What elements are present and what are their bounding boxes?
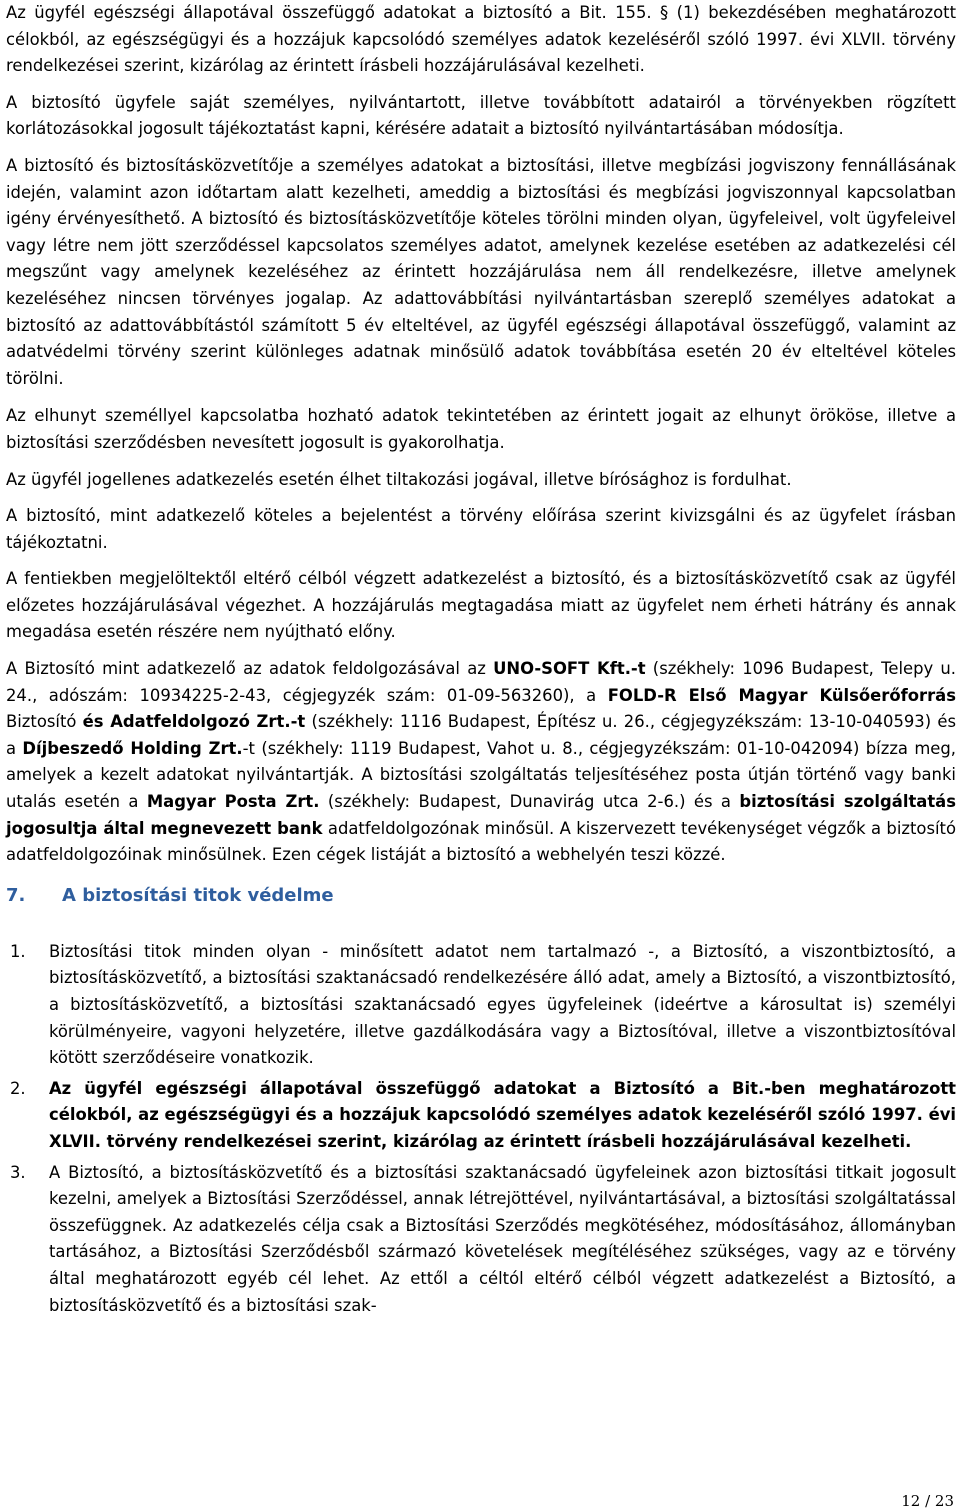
- company-fold-r: FOLD-R Első Magyar Külsőerőforrás: [607, 685, 957, 705]
- paragraph-health-data: Az ügyfél egészségi állapotával összefüggő adatokat a biztosító a Bit. 155. § (1) bekezdésében meghatározott célokból, az egészségügyi és a hozzájuk kapcsolódó személyes adatok kezeléséről szóló 1997. évi XLVII. törvény rendelkezései szerint, kizárólag az érintett írásbeli hozzájárulásával kezelheti.: [6, 3, 956, 76]
- company-dijbeszedo: Díjbeszedő Holding Zrt.: [22, 738, 243, 758]
- list-item-text: A Biztosító, a biztosításközvetítő és a biztosítási szaktanácsadó ügyfeleinek azon biztosítási titkait jogosult kezelni, amelyek a Biztosítási Szerződéssel, annak létrejöttével, nyilvántartásával, a biztosítási szolgáltatással összefüggnek. Az adatkezelés célja csak a Biztosítási Szerződés megkötéséhez, módosításához, állományban tartásához, a Biztosítási Szerződésből származó követelések megítéléséhez szükséges, vagy az e törvény által meghatározott egyéb cél lehet. Az ettől a céltól eltérő célból végzett adatkezelést a Biztosító, a biztosításközvetítő és a biztosítási szak-: [49, 1162, 956, 1315]
- paragraph-client-rights: A biztosító ügyfele saját személyes, nyilvántartott, illetve továbbított adatairól a törvényekben rögzített korlátozásokkal jogosult tájékoztatást kapni, kérésére adatait a biztosító nyilvántartásában módosítja.: [6, 92, 956, 139]
- paragraph-consent: A fentiekben megjelöltektől eltérő célból végzett adatkezelést a biztosító, és a biztosításközvetítő csak az ügyfél előzetes hozzájárulásával végezhet. A hozzájárulás megtagadása miatt az ügyfelet nem érheti hátrány és annak megadása esetén részére nem nyújtható előny.: [6, 569, 956, 642]
- list-item: [6, 939, 956, 1072]
- section-number: 7.: [6, 884, 26, 906]
- text-run: adatfeldolgozónak minősül. A kiszervezett tevékenységet végzők a biztosító adatfeldolgozóinak minősülnek. Ezen cégek listáját a biztosító a webhelyén teszi közzé.: [6, 818, 956, 865]
- paragraph-retention: A biztosító és biztosításközvetítője a személyes adatokat a biztosítási, illetve megbízási jogviszony fennállásának idején, valamint azon időtartam alatt kezelheti, ameddig a biztosítási és megbízási jogviszonnyal kapcsolatban igény érvényesíthető. A biztosító és biztosításközvetítője köteles törölni minden olyan, ügyfeleivel, volt ügyfeleivel vagy létre nem jött szerződéssel kapcsolatos személyes adatot, amelynek kezelése esetében az adatkezelési cél megszűnt vagy amelynek kezeléséhez az érintett hozzájárulása nem áll rendelkezésre, illetve amelynek kezeléséhez nincsen törvényes jogalap. Az adattovábbítási nyilvántartásban szereplő személyes adatokat a biztosító az adattovábbítástól számított 5 év elteltével, az ügyfél egészségi állapotával összefüggő, valamint az adatvédelmi törvény szerint különleges adatnak minősülő adatok továbbítása esetén 20 év elteltével köteles törölni.: [6, 155, 956, 388]
- paragraph-investigation: A biztosító, mint adatkezelő köteles a bejelentést a törvény előírása szerint kivizsgálni és az ügyfelet írásban tájékoztatni.: [6, 506, 956, 552]
- secrecy-list: [6, 939, 956, 1319]
- list-item: [6, 1076, 956, 1156]
- list-item-text: Biztosítási titok minden olyan - minősített adatot nem tartalmazó -, a Biztosító, a viszontbiztosító, a biztosításközvetítő, a biztosítási szaktanácsadó rendelkezésére álló adat, amely a Biztosító, a viszontbiztosító, a biztosításközvetítő, a biztosítási szaktanácsadó egyes ügyfeleinek (ideértve a károsultat is) személyi körülményeire, vagyoni helyzetére, illetve gazdálkodására vagy a Biztosítóval, illetve a viszontbiztosítóval kötött szerződéseire vonatkozik.: [49, 941, 956, 1068]
- paragraph-deceased: Az elhunyt személlyel kapcsolatba hozható adatok tekintetében az érintett jogait az elhunyt örököse, illetve a biztosítási szerződésben nevesített jogosult is gyakorolhatja.: [6, 406, 956, 452]
- list-item-number: 2.: [10, 1078, 26, 1098]
- list-item-number: 3.: [10, 1162, 26, 1182]
- company-uno-soft: UNO-SOFT Kft.-t: [493, 659, 646, 679]
- paragraph-objection: Az ügyfél jogellenes adatkezelés esetén élhet tiltakozási jogával, illetve bírósághoz is fordulhat.: [6, 469, 792, 489]
- text-run: A Biztosító mint adatkezelő az adatok feldolgozásával az: [6, 659, 494, 679]
- paragraph-processors: [6, 656, 956, 869]
- named-bank: biztosítási szolgáltatás jogosultja által megnevezett bank: [6, 792, 956, 838]
- text-run: (székhely: 1096 Budapest, Telepy u. 24., adószám: 10934225-2-43, cégjegyzék szám: 01-09-563260), a: [6, 659, 957, 705]
- document-page: [6, 0, 956, 1319]
- text-run: -t (székhely: 1119 Budapest, Vahot u. 8., cégjegyzékszám: 01-10-042094) bízza meg, amelyek a kezelt adatokat nyilvántartják. A biztosítási szolgáltatás teljesítéséhez posta útján történő vagy banki utalás esetén a: [6, 738, 956, 812]
- text-run: Biztosító: [6, 712, 83, 732]
- text-run: (székhely: 1116 Budapest, Építész u. 26., cégjegyzékszám: 13-10-040593) és a: [6, 712, 956, 758]
- text-run: (székhely: Budapest, Dunavirág utca 2-6.) és a: [319, 792, 740, 812]
- section-heading: [6, 883, 956, 909]
- list-item: [6, 1160, 956, 1320]
- company-fold-r-rest: és Adatfeldolgozó Zrt.-t: [82, 712, 306, 732]
- page-number: 12 / 23: [901, 1492, 954, 1510]
- list-item-text: Az ügyfél egészségi állapotával összefüggő adatokat a Biztosító a Bit.-ben meghatározott célokból, az egészségügyi és a hozzájuk kapcsolódó személyes adatok kezeléséről szóló 1997. évi XLVII. törvény rendelkezései szerint, kizárólag az érintett írásbeli hozzájárulásával kezelheti.: [49, 1078, 956, 1151]
- company-magyar-posta: Magyar Posta Zrt.: [146, 792, 320, 812]
- section-title: A biztosítási titok védelme: [62, 884, 334, 906]
- list-item-number: 1.: [10, 941, 26, 961]
